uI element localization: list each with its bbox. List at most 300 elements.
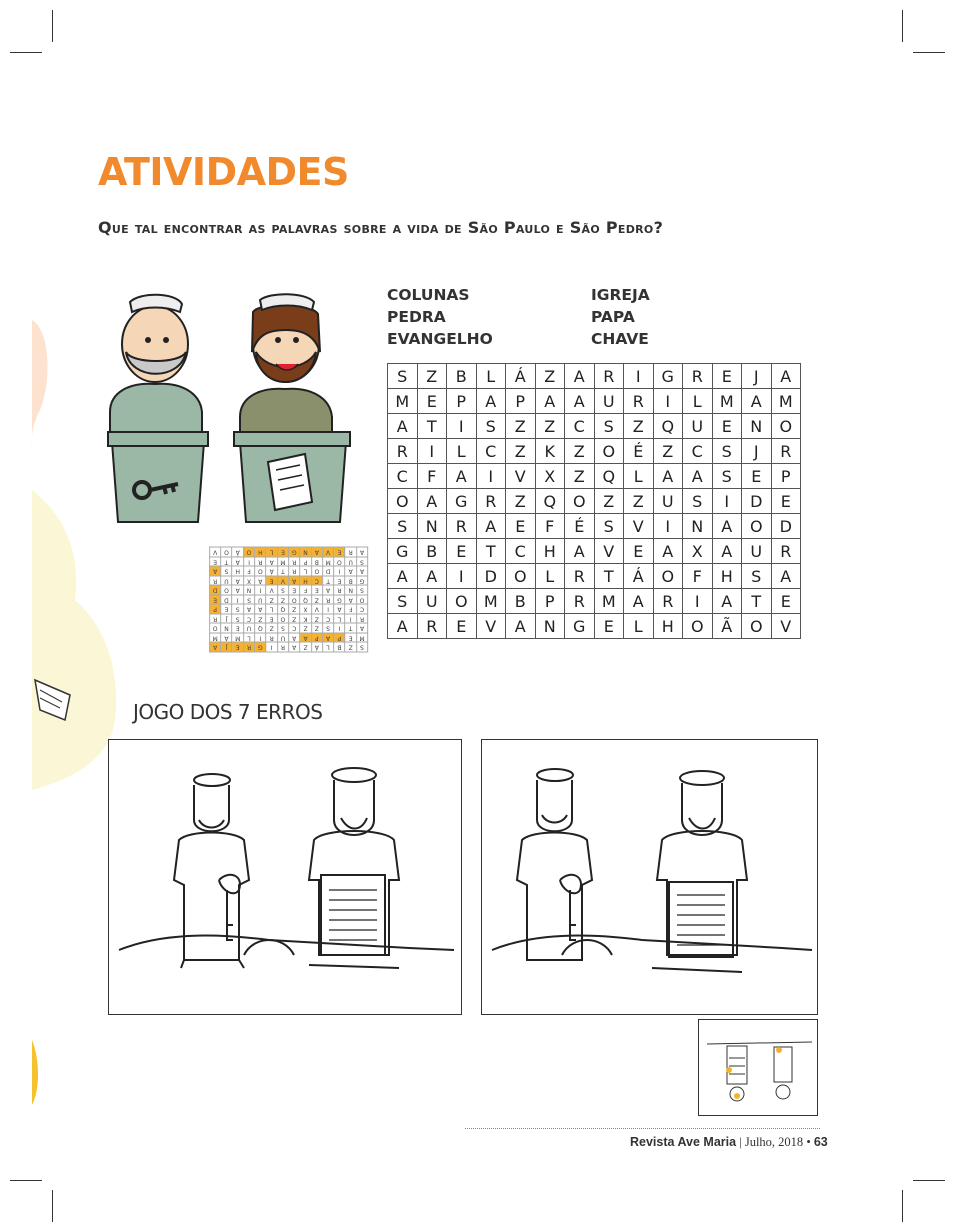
grid-cell: A [712,514,742,539]
solution-cell: A [322,586,333,596]
grid-cell: P [771,464,801,489]
solution-cell: Z [311,614,322,624]
grid-cell: M [771,389,801,414]
grid-cell: P [506,389,536,414]
grid-cell: A [506,614,536,639]
grid-row [388,589,801,614]
grid-cell: Ã [712,614,742,639]
grid-row [388,489,801,514]
solution-cell: L [266,548,277,558]
solution-cell: E [210,557,221,567]
solution-cell: V [277,576,288,586]
grid-cell: S [476,414,506,439]
solution-cell: O [221,548,232,558]
solution-cell: P [334,633,345,643]
solution-row [210,605,368,615]
solution-cell: S [356,586,367,596]
word-item: CHAVE [591,330,649,348]
grid-cell: G [447,489,477,514]
grid-cell: P [535,589,565,614]
grid-cell: L [624,464,654,489]
page-subtitle: Que tal encontrar as palavras sobre a vida de São Paulo e São Pedro? [98,218,664,237]
grid-cell: R [594,364,624,389]
grid-cell: A [712,539,742,564]
solution-cell: Ã [232,548,243,558]
solution-cell: O [277,614,288,624]
solution-cell: R [243,643,254,653]
grid-row [388,514,801,539]
solution-cell: V [210,548,221,558]
solution-cell: A [289,576,300,586]
solution-cell: T [221,557,232,567]
solution-cell: E [345,633,356,643]
solution-cell: R [289,567,300,577]
solution-cell: F [300,586,311,596]
grid-cell: I [653,389,683,414]
grid-cell: U [594,389,624,414]
solution-cell: C [322,614,333,624]
grid-cell: D [771,514,801,539]
solution-cell: Z [266,595,277,605]
solution-cell: É [289,586,300,596]
solution-cell: T [277,567,288,577]
grid-cell: S [742,564,772,589]
grid-cell: V [771,614,801,639]
game-title: JOGO DOS 7 ERROS [133,700,323,724]
solution-cell: E [334,548,345,558]
crop-mark [913,52,945,53]
solution-row [210,624,368,634]
grid-cell: A [653,539,683,564]
solution-cell: H [255,548,266,558]
solution-cell: B [345,576,356,586]
grid-cell: A [565,389,595,414]
grid-cell: I [447,564,477,589]
solution-cell: V [322,548,333,558]
grid-cell: V [506,464,536,489]
solution-cell: O [289,595,300,605]
grid-cell: K [535,439,565,464]
game-panel-left [108,739,462,1015]
solution-cell: Z [311,595,322,605]
grid-cell: F [535,514,565,539]
grid-cell: A [476,389,506,414]
solution-cell: I [243,557,254,567]
grid-cell: L [476,364,506,389]
solution-cell: O [210,624,221,634]
answer-thumbnail [698,1019,818,1116]
solution-cell: I [334,624,345,634]
solution-row [210,586,368,596]
grid-cell: A [742,389,772,414]
solution-cell: L [334,614,345,624]
solution-cell: Z [277,595,288,605]
grid-cell: B [506,589,536,614]
solution-cell: R [277,643,288,653]
grid-cell: E [447,539,477,564]
grid-cell: V [594,539,624,564]
solution-cell: A [255,576,266,586]
solution-cell: L [266,605,277,615]
solution-cell: R [345,548,356,558]
solution-cell: U [221,576,232,586]
solution-cell: Z [289,614,300,624]
grid-cell: O [771,414,801,439]
grid-cell: X [535,464,565,489]
solution-cell: G [289,548,300,558]
solution-cell: A [210,643,221,653]
grid-cell: R [388,439,418,464]
grid-cell: T [476,539,506,564]
solution-cell: Q [255,624,266,634]
grid-cell: A [565,364,595,389]
grid-cell: R [683,364,713,389]
solution-cell: A [243,605,254,615]
solution-cell: G [255,643,266,653]
grid-cell: F [683,564,713,589]
solution-cell: R [322,595,333,605]
grid-cell: R [447,514,477,539]
solution-cell: I [334,567,345,577]
solution-cell: V [266,586,277,596]
saint-paul-figure [234,294,350,522]
solution-cell: M [356,633,367,643]
grid-cell: A [565,539,595,564]
solution-cell: S [232,605,243,615]
page-title: ATIVIDADES [98,150,349,194]
solution-cell: N [300,548,311,558]
grid-cell: É [565,514,595,539]
footer-separator: | [739,1135,745,1149]
grid-cell: A [624,589,654,614]
solution-cell: L [243,633,254,643]
grid-cell: P [447,389,477,414]
solution-cell: X [300,605,311,615]
solution-row [210,633,368,643]
grid-cell: N [683,514,713,539]
grid-cell: F [417,464,447,489]
solution-cell: D [210,586,221,596]
solution-cell: U [243,624,254,634]
solution-cell: E [232,643,243,653]
grid-cell: I [447,414,477,439]
grid-cell: I [683,589,713,614]
solution-cell: O [221,586,232,596]
footer-bullet: • [806,1135,814,1149]
grid-cell: U [742,539,772,564]
grid-cell: V [624,514,654,539]
grid-cell: X [683,539,713,564]
grid-cell: T [742,589,772,614]
grid-cell: R [771,439,801,464]
word-search-grid [387,363,801,639]
grid-cell: Q [653,414,683,439]
solution-cell: J [221,614,232,624]
grid-cell: Z [624,414,654,439]
solution-row [210,567,368,577]
solution-cell: A [232,576,243,586]
solution-cell: N [345,586,356,596]
solution-cell: É [266,614,277,624]
grid-cell: L [447,439,477,464]
solution-cell: H [232,567,243,577]
solution-cell: Z [311,624,322,634]
solution-cell: A [322,633,333,643]
solution-row [210,643,368,653]
solution-cell: A [266,557,277,567]
grid-cell: Z [506,414,536,439]
grid-cell: I [653,514,683,539]
solution-row [210,576,368,586]
grid-cell: L [624,614,654,639]
solution-cell: I [345,614,356,624]
solution-cell: Z [300,624,311,634]
crop-mark [913,1180,945,1181]
grid-cell: E [712,364,742,389]
grid-cell: L [535,564,565,589]
grid-cell: Z [535,414,565,439]
solution-cell: M [322,557,333,567]
grid-cell: B [447,364,477,389]
grid-cell: O [653,564,683,589]
grid-cell: A [388,564,418,589]
solution-cell: X [243,576,254,586]
solution-cell: E [266,576,277,586]
solution-cell: A [232,586,243,596]
grid-cell: M [476,589,506,614]
crop-mark [902,1190,903,1222]
solution-cell: R [334,586,345,596]
grid-cell: G [388,539,418,564]
word-list-col2 [591,284,650,350]
crop-mark [10,52,42,53]
grid-row [388,389,801,414]
grid-cell: R [565,589,595,614]
grid-cell: S [388,589,418,614]
footer-rule [465,1128,820,1129]
solution-cell: E [221,605,232,615]
grid-cell: É [624,439,654,464]
grid-row [388,414,801,439]
solution-row [210,614,368,624]
word-item: PAPA [591,308,635,326]
solution-cell: L [300,567,311,577]
solution-cell: G [356,576,367,586]
grid-cell: T [417,414,447,439]
grid-cell: Z [506,489,536,514]
solution-cell: Z [289,605,300,615]
footer [630,1135,828,1150]
grid-cell: A [712,589,742,614]
grid-cell: T [594,564,624,589]
grid-cell: Á [624,564,654,589]
grid-cell: M [594,589,624,614]
grid-cell: Á [506,364,536,389]
page-number: 63 [813,1135,828,1149]
grid-cell: I [476,464,506,489]
solution-cell: G [334,595,345,605]
solution-cell: B [334,643,345,653]
solution-cell: A [356,624,367,634]
grid-cell: A [388,614,418,639]
solution-cell: Q [277,605,288,615]
grid-cell: A [417,564,447,589]
grid-cell: Z [506,439,536,464]
grid-cell: S [594,514,624,539]
grid-cell: B [417,539,447,564]
grid-cell: C [506,539,536,564]
grid-cell: Z [565,464,595,489]
grid-cell: R [476,489,506,514]
grid-cell: E [771,489,801,514]
crop-mark [10,1180,42,1181]
grid-cell: Z [594,489,624,514]
grid-cell: J [742,439,772,464]
answer-thumbnail-drawing [699,1020,817,1115]
solution-cell: T [322,576,333,586]
grid-cell: O [742,514,772,539]
solution-row [210,595,368,605]
solution-cell: A [356,567,367,577]
grid-cell: G [653,364,683,389]
solution-cell: T [345,624,356,634]
grid-row [388,539,801,564]
solution-cell: K [300,614,311,624]
solution-cell: M [277,557,288,567]
solution-cell: A [289,633,300,643]
solution-cell: L [322,643,333,653]
grid-cell: N [742,414,772,439]
solution-cell: U [255,595,266,605]
grid-cell: S [683,489,713,514]
grid-cell: A [535,389,565,414]
solution-cell: C [356,605,367,615]
solution-cell: C [289,624,300,634]
grid-cell: R [417,614,447,639]
solution-cell: M [232,633,243,643]
grid-cell: S [594,414,624,439]
grid-row [388,464,801,489]
grid-cell: A [771,564,801,589]
crop-mark [52,1190,53,1222]
solution-cell: S [277,624,288,634]
grid-cell: S [388,514,418,539]
saints-drawing-left [109,740,461,1014]
grid-cell: D [742,489,772,514]
grid-cell: A [447,464,477,489]
word-list-col1 [387,284,493,350]
grid-cell: C [476,439,506,464]
solution-cell: S [356,643,367,653]
grid-cell: E [417,389,447,414]
solution-cell: J [221,643,232,653]
solution-cell: H [300,576,311,586]
grid-cell: R [565,564,595,589]
grid-cell: E [712,414,742,439]
grid-cell: R [653,589,683,614]
grid-cell: E [506,514,536,539]
saints-illustration [100,292,360,532]
grid-cell: S [388,364,418,389]
grid-cell: O [594,439,624,464]
grid-cell: A [476,514,506,539]
word-item: IGREJA [591,286,650,304]
solution-cell: P [311,633,322,643]
solution-cell: S [322,624,333,634]
grid-cell: Q [594,464,624,489]
grid-cell: O [565,489,595,514]
solution-cell: P [210,605,221,615]
solution-cell: I [255,586,266,596]
grid-cell: N [535,614,565,639]
solution-cell: Q [300,595,311,605]
crop-mark [902,10,903,42]
solution-cell: O [356,595,367,605]
game-panel-right [481,739,818,1015]
solution-cell: R [356,614,367,624]
grid-cell: V [476,614,506,639]
solution-row [210,548,368,558]
solution-cell: Á [311,643,322,653]
solution-cell: A [334,605,345,615]
grid-cell: C [388,464,418,489]
grid-cell: O [683,614,713,639]
solution-cell: I [266,643,277,653]
grid-cell: U [417,589,447,614]
grid-cell: E [624,539,654,564]
grid-cell: A [683,464,713,489]
solution-cell: A [289,643,300,653]
solution-cell: P [300,557,311,567]
grid-cell: Q [535,489,565,514]
word-item: COLUNAS [387,286,470,304]
solution-cell: A [221,633,232,643]
saint-peter-figure [108,295,208,522]
solution-cell: O [243,548,254,558]
grid-cell: Z [624,489,654,514]
solution-cell: Á [266,567,277,577]
grid-cell: E [594,614,624,639]
solution-cell: S [243,595,254,605]
solution-row [210,557,368,567]
grid-cell: R [771,539,801,564]
grid-cell: Z [417,364,447,389]
solution-cell: M [210,633,221,643]
grid-cell: U [683,414,713,439]
solution-cell: F [243,567,254,577]
solution-cell: S [232,614,243,624]
word-item: PEDRA [387,308,446,326]
grid-row [388,614,801,639]
magazine-name: Revista Ave Maria [630,1135,737,1149]
grid-cell: O [447,589,477,614]
grid-cell: E [771,589,801,614]
grid-cell: A [653,464,683,489]
grid-cell: L [683,389,713,414]
saints-drawing-right [482,740,817,1014]
grid-cell: I [417,439,447,464]
solution-cell: E [210,595,221,605]
solution-cell: E [232,624,243,634]
solution-cell: E [334,576,345,586]
grid-cell: O [388,489,418,514]
grid-cell: M [388,389,418,414]
solution-cell: D [221,595,232,605]
solution-cell: Z [266,624,277,634]
grid-cell: M [712,389,742,414]
solution-cell: A [210,567,221,577]
solution-cell: F [345,605,356,615]
